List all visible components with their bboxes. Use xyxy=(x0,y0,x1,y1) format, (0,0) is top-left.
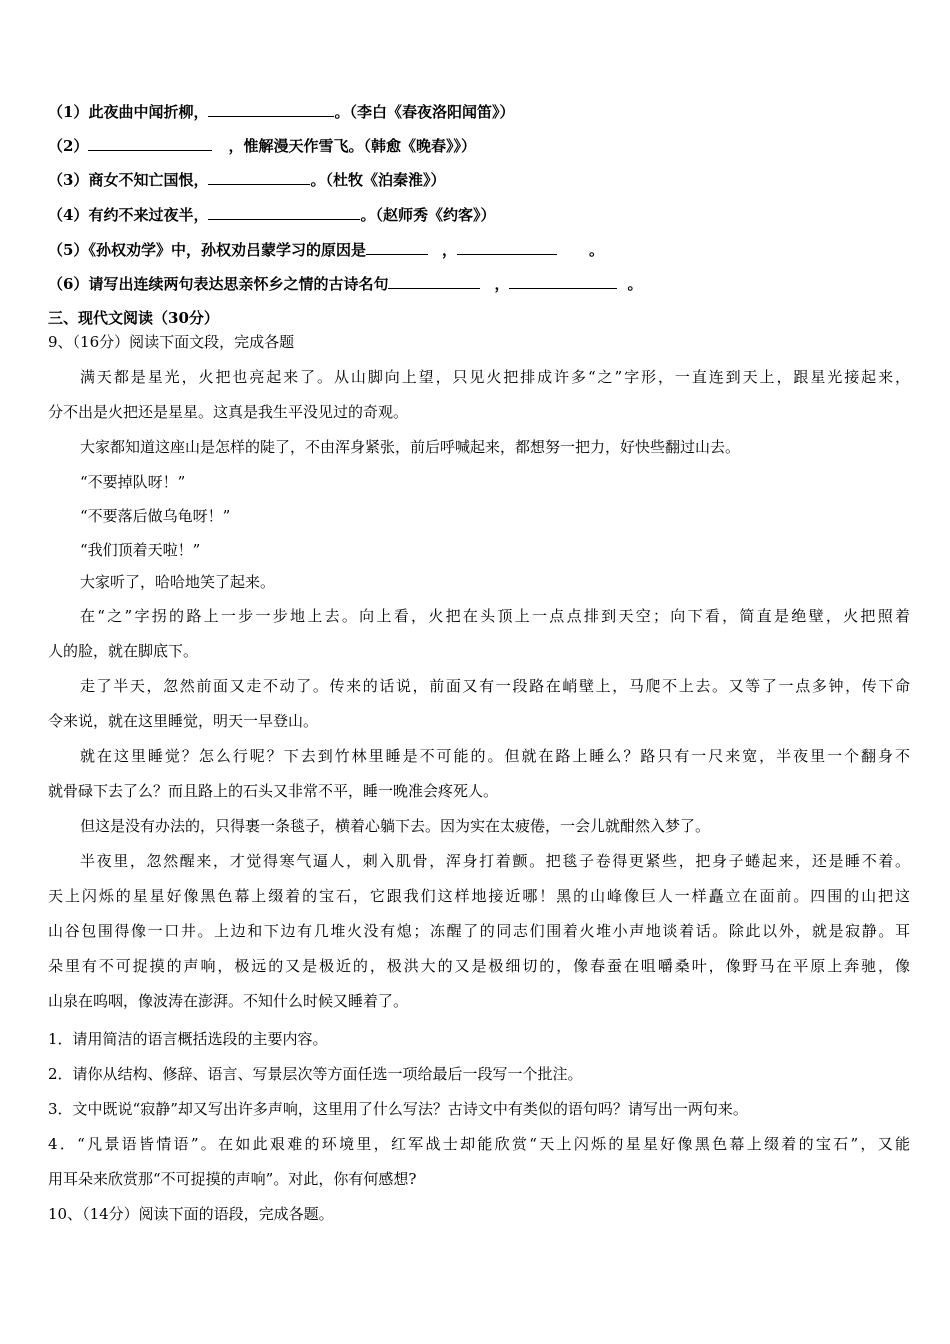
answer-blank[interactable] xyxy=(509,274,617,289)
passage-paragraph-7-line-2: 人的脸，就在脚底下。 xyxy=(48,642,199,660)
answer-blank[interactable] xyxy=(388,274,480,289)
question-number: （5） xyxy=(48,241,89,259)
passage-paragraph-11-line-1: 半夜里，忽然醒来，才觉得寒气逼人，刺入肌骨，浑身打着颤。把毯子卷得更紧些，把身子蜷起来，还是睡不着。 xyxy=(80,852,910,870)
question-source: 。（李白《春夜洛阳闻笛》） xyxy=(334,103,515,121)
sub-question-1: 1．请用简洁的语言概括选段的主要内容。 xyxy=(48,1030,328,1048)
passage-paragraph-1-line-2: 分不出是火把还是星星。这真是我生平没见过的奇观。 xyxy=(48,403,409,421)
passage-paragraph-6: 大家听了，哈哈地笑了起来。 xyxy=(80,573,276,591)
fill-in-question-4 xyxy=(48,205,910,225)
question-number: （6） xyxy=(48,275,89,293)
end-period: 。 xyxy=(627,275,643,293)
answer-blank[interactable] xyxy=(208,102,334,117)
fill-in-question-3 xyxy=(48,170,910,190)
question-text: 请写出连续两句表达思亲怀乡之情的古诗名句 xyxy=(88,275,389,293)
end-period: 。 xyxy=(588,241,604,259)
question-10-header: 10、（14分）阅读下面的语段，完成各题。 xyxy=(48,1205,334,1223)
passage-paragraph-11-line-3: 山谷包围得像一口井。上边和下边有几堆火没有熄；冻醒了的同志们围着火堆小声地谈着话。除此以外，就是寂静。耳 xyxy=(48,922,910,940)
answer-blank[interactable] xyxy=(208,205,360,220)
passage-paragraph-11-line-4: 朵里有不可捉摸的声响，极远的又是极近的，极洪大的又是极细切的，像春蚕在咀嚼桑叶，像野马在平原上奔驰，像 xyxy=(48,957,910,975)
question-number: （2） xyxy=(48,137,89,155)
question-9-header: 9、（16分）阅读下面文段，完成各题 xyxy=(48,333,295,351)
passage-paragraph-11-line-2: 天上闪烁的星星好像黑色幕上缀着的宝石，它跟我们这样地接近哪！黑的山峰像巨人一样矗立在面前。四围的山把这 xyxy=(48,887,910,905)
fill-in-question-2 xyxy=(48,136,910,156)
passage-paragraph-8-line-2: 令来说，就在这里睡觉，明天一早登山。 xyxy=(48,712,319,730)
section-title: 三、现代文阅读（30分） xyxy=(48,309,219,327)
passage-paragraph-11-line-5: 山泉在呜咽，像波涛在澎湃。不知什么时候又睡着了。 xyxy=(48,992,409,1010)
fill-in-question-6 xyxy=(48,274,910,294)
sub-question-2: 2．请你从结构、修辞、语言、写景层次等方面任选一项给最后一段写一个批注。 xyxy=(48,1065,583,1083)
passage-paragraph-2: 大家都知道这座山是怎样的陡了，不由浑身紧张，前后呼喊起来，都想努一把力，好快些翻过山去。 xyxy=(80,438,741,456)
separator-comma: ， xyxy=(441,241,457,259)
sub-question-4-line-2: 用耳朵来欣赏那“不可捉摸的声响”。对此，你有何感想? xyxy=(48,1170,417,1188)
question-text: 此夜曲中闻折柳， xyxy=(88,103,209,121)
passage-paragraph-8-line-1: 走了半天，忽然前面又走不动了。传来的话说，前面又有一段路在峭壁上，马爬不上去。又等了一点多钟，传下命 xyxy=(80,677,910,695)
question-number: （1） xyxy=(48,103,89,121)
sub-question-3: 3．文中既说“寂静”却又写出许多声响，这里用了什么写法？古诗文中有类似的语句吗？请写出一两句来。 xyxy=(48,1100,748,1118)
passage-paragraph-9-line-2: 就骨碌下去了么？而且路上的石头又非常不平，睡一晚准会疼死人。 xyxy=(48,782,499,800)
passage-paragraph-1-line-1: 满天都是星光，火把也亮起来了。从山脚向上望，只见火把排成许多“之”字形，一直连到天上，跟星光接起来， xyxy=(80,368,910,386)
answer-blank[interactable] xyxy=(457,240,557,255)
fill-in-question-5 xyxy=(48,240,910,260)
answer-blank[interactable] xyxy=(88,136,212,151)
passage-paragraph-7-line-1: 在“之”字拐的路上一步一步地上去。向上看，火把在头顶上一点点排到天空；向下看，简直是绝壁，火把照着 xyxy=(80,607,910,625)
answer-blank[interactable] xyxy=(366,240,428,255)
question-source: 。（杜牧《泊秦淮》） xyxy=(310,171,446,189)
passage-dialogue-3: “我们顶着天啦！” xyxy=(80,541,201,559)
question-text: 商女不知亡国恨， xyxy=(88,171,209,189)
passage-dialogue-1: “不要掉队呀！” xyxy=(80,473,186,491)
passage-dialogue-2: “不要落后做乌龟呀！” xyxy=(80,507,231,525)
fill-in-question-1 xyxy=(48,102,910,122)
sub-question-4-line-1: 4．“凡景语皆情语”。在如此艰难的环境里，红军战士却能欣赏“天上闪烁的星星好像黑色幕上缀着的宝石”，又能 xyxy=(48,1135,910,1153)
question-text: 有约不来过夜半， xyxy=(88,206,209,224)
passage-paragraph-10: 但这是没有办法的，只得裹一条毯子，横着心躺下去。因为实在太疲倦，一会儿就酣然入梦了。 xyxy=(80,817,711,835)
question-text: 《孙权劝学》中，孙权劝吕蒙学习的原因是 xyxy=(88,241,366,259)
question-source: 。（赵师秀《约客》） xyxy=(360,206,496,224)
answer-blank[interactable] xyxy=(208,170,310,185)
passage-paragraph-9-line-1: 就在这里睡觉？怎么行呢？下去到竹林里睡是不可能的。但就在路上睡么？路只有一尺来宽，半夜里一个翻身不 xyxy=(80,747,910,765)
question-number: （3） xyxy=(48,171,89,189)
question-source: ，惟解漫天作雪飞。（韩愈《晚春》》） xyxy=(228,137,476,155)
separator-comma: ， xyxy=(494,275,510,293)
question-number: （4） xyxy=(48,206,89,224)
